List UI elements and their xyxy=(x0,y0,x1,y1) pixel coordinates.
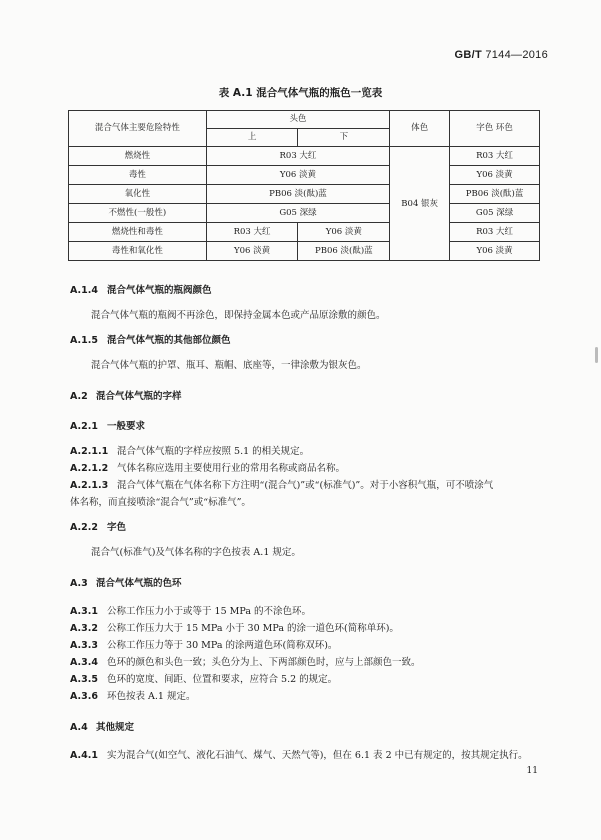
standard-header xyxy=(455,49,549,61)
head-color-cell: G05 深绿 xyxy=(206,204,390,223)
clause-a35: A.3.5 色环的宽度、间距、位置和要求，应符合 5.2 的规定。 xyxy=(70,674,338,685)
header-body-color: 体色 xyxy=(390,111,450,147)
table-row xyxy=(69,185,540,204)
table-row xyxy=(69,223,540,242)
heading-a2: A.2 混合气体气瓶的字样 xyxy=(70,391,182,402)
page-edge-mark xyxy=(595,347,598,363)
heading-a3: A.3 混合气体气瓶的色环 xyxy=(70,578,182,589)
clause-a32: A.3.2 公称工作压力大于 15 MPa 小于 30 MPa 的涂一道色环(简称单环)。 xyxy=(70,623,399,634)
text-ring-cell: PB06 淡(酞)蓝 xyxy=(450,185,540,204)
text-ring-cell: R03 大红 xyxy=(450,147,540,166)
clause-a213: A.2.1.3 混合气体气瓶在气体名称下方注明“(混合气)”或“(标准气)”。对于小容积气瓶，可不喷涂气 xyxy=(70,480,494,491)
standard-number: 7144—2016 xyxy=(485,49,548,61)
text-ring-cell: G05 深绿 xyxy=(450,204,540,223)
heading-a22: A.2.2 字色 xyxy=(70,522,127,533)
heading-a4: A.4 其他规定 xyxy=(70,722,135,733)
hazard-cell: 燃烧性和毒性 xyxy=(69,223,207,242)
body-color-cell: B04 银灰 xyxy=(390,147,450,261)
header-hazard: 混合气体主要危险特性 xyxy=(69,111,207,147)
head-lower-cell: PB06 淡(酞)蓝 xyxy=(298,242,390,261)
head-upper-cell: Y06 淡黄 xyxy=(206,242,298,261)
text-ring-cell: R03 大红 xyxy=(450,223,540,242)
heading-a14: A.1.4 混合气体气瓶的瓶阀颜色 xyxy=(70,285,212,296)
head-color-cell: R03 大红 xyxy=(206,147,390,166)
page-number: 11 xyxy=(526,766,538,776)
clause-a211: A.2.1.1 混合气体气瓶的字样应按照 5.1 的相关规定。 xyxy=(70,446,310,457)
standard-code: GB/T xyxy=(454,49,482,61)
heading-a21: A.2.1 一般要求 xyxy=(70,421,146,432)
clause-a33: A.3.3 公称工作压力等于 30 MPa 的涂两道色环(简称双环)。 xyxy=(70,640,338,651)
head-lower-cell: Y06 淡黄 xyxy=(298,223,390,242)
paragraph-a15: 混合气体气瓶的护罩、瓶耳、瓶帽、底座等，一律涂敷为银灰色。 xyxy=(91,360,367,371)
table-header-row xyxy=(69,111,540,129)
clause-a34: A.3.4 色环的颜色和头色一致；头色分为上、下两部颜色时，应与上部颜色一致。 xyxy=(70,657,421,668)
hazard-cell: 毒性 xyxy=(69,166,207,185)
clause-a212: A.2.1.2 气体名称应选用主要使用行业的常用名称或商品名称。 xyxy=(70,463,346,474)
head-upper-cell: R03 大红 xyxy=(206,223,298,242)
header-head-color: 头色 xyxy=(206,111,390,129)
hazard-cell: 毒性和氧化性 xyxy=(69,242,207,261)
text-ring-cell: Y06 淡黄 xyxy=(450,166,540,185)
color-table xyxy=(68,110,540,261)
paragraph-a14: 混合气体气瓶的瓶阀不再涂色，即保持金属本色或产品原涂敷的颜色。 xyxy=(91,310,386,321)
header-upper: 上 xyxy=(206,129,298,147)
clause-a31: A.3.1 公称工作压力小于或等于 15 MPa 的不涂色环。 xyxy=(70,606,312,617)
table-row xyxy=(69,204,540,223)
text-ring-cell: Y06 淡黄 xyxy=(450,242,540,261)
heading-a15: A.1.5 混合气体气瓶的其他部位颜色 xyxy=(70,335,231,346)
paragraph-a22: 混合气(标准气)及气体名称的字色按表 A.1 规定。 xyxy=(91,547,301,558)
clause-a41: A.4.1 实为混合气(如空气、液化石油气、煤气、天然气等)，但在 6.1 表 2 中已有规定的，按其规定执行。 xyxy=(70,750,528,761)
hazard-cell: 氧化性 xyxy=(69,185,207,204)
table-row xyxy=(69,147,540,166)
clause-a36: A.3.6 环色按表 A.1 规定。 xyxy=(70,691,196,702)
table-row xyxy=(69,166,540,185)
header-text-ring: 字色 环色 xyxy=(450,111,540,147)
head-color-cell: Y06 淡黄 xyxy=(206,166,390,185)
head-color-cell: PB06 淡(酞)蓝 xyxy=(206,185,390,204)
clause-a213-continued: 体名称，而直接喷涂“混合气”或“标准气”。 xyxy=(70,497,251,508)
header-lower: 下 xyxy=(298,129,390,147)
hazard-cell: 不燃性(一般性) xyxy=(69,204,207,223)
table-row xyxy=(69,242,540,261)
table-caption: 表 A.1 混合气体气瓶的瓶色一览表 xyxy=(218,87,383,99)
hazard-cell: 燃烧性 xyxy=(69,147,207,166)
